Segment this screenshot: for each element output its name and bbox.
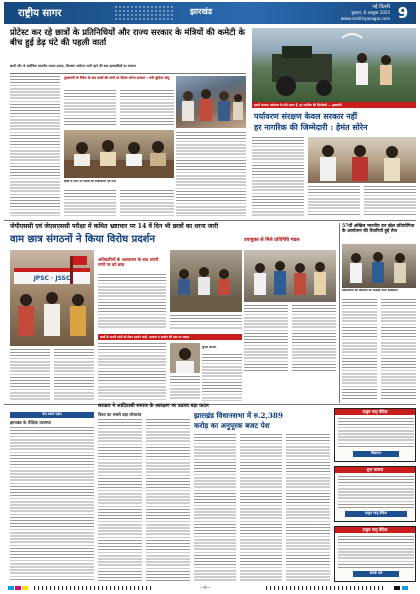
advertisement[interactable] bbox=[334, 466, 416, 522]
article-text bbox=[176, 132, 246, 216]
masthead-dot-pattern bbox=[114, 5, 174, 21]
meeting-people-icon bbox=[64, 130, 174, 178]
article-text bbox=[240, 434, 282, 582]
article-text bbox=[54, 349, 94, 401]
column-divider bbox=[339, 223, 340, 403]
newspaper-page bbox=[4, 2, 416, 592]
jpsc-headline-1: जेपीएससी एवं जेएसएससी परीक्षा में कथित भ्रष्टाचार पर 14 वें दिन भी छात्रों का धरना जारी bbox=[10, 223, 219, 230]
section-name: झारखंड bbox=[190, 7, 213, 16]
delegation-photo bbox=[244, 250, 336, 302]
crowd-figures-icon bbox=[176, 76, 246, 128]
article-text bbox=[170, 376, 200, 401]
advertisement[interactable] bbox=[334, 526, 416, 582]
registration-swatch bbox=[8, 586, 14, 590]
article-text bbox=[146, 419, 190, 582]
seated-crowd-icon bbox=[170, 250, 242, 312]
article-text bbox=[98, 274, 166, 330]
article-text bbox=[10, 76, 60, 216]
ad-text bbox=[338, 418, 414, 448]
ad-title: शुभ कामना bbox=[335, 467, 415, 473]
page-number: 9 bbox=[397, 4, 409, 22]
article-text bbox=[292, 305, 336, 373]
protest-banner-icon bbox=[10, 250, 94, 346]
bottom-left-col2-head: विश्व का सबसे बड़ा लोकतंत्र bbox=[98, 412, 142, 417]
minister-meeting-photo bbox=[64, 130, 174, 178]
banner-sign-text: JPSC ∙ JSSC bbox=[33, 275, 71, 282]
bottom-left-col1-head: झारखंड के शैक्षिक व्यवस्था bbox=[10, 420, 51, 425]
page-footer bbox=[4, 585, 416, 591]
photo-caption: प्रतियोगिता की तैयारियों की समीक्षा करते अधिकारी bbox=[342, 289, 398, 292]
divider bbox=[10, 73, 246, 74]
edition-city: नई दिल्ली bbox=[372, 4, 390, 10]
article-text bbox=[202, 354, 242, 401]
official-portrait-photo bbox=[170, 343, 200, 373]
article-text bbox=[364, 186, 416, 217]
tractor-icon bbox=[252, 28, 416, 102]
registration-ticks bbox=[266, 586, 386, 590]
brand-name: राष्ट्रीय सागर bbox=[18, 8, 62, 19]
article-text bbox=[308, 186, 360, 217]
ceremony-people-icon bbox=[308, 137, 416, 183]
ad-title: ठाकुर मातृ वैदिक bbox=[335, 527, 415, 533]
top-story-headline: प्रोटेस्ट कर रहे छात्रों के प्रतिनिधियों और राज्य सरकार के मंत्रियों की कमेटी के बीच हुई डेढ़ घंटे की पहली वार्ता bbox=[10, 27, 245, 47]
jpsc-inset-headline: अधिकारियों के आश्वासन के बाद अपनी मांगों पर डटे छात्र bbox=[98, 257, 159, 267]
article-text bbox=[10, 349, 50, 401]
officials-icon bbox=[342, 244, 416, 288]
photo-caption: छात्रों के धरने पर विरोध की स्पष्टीकरण देते मंत्री bbox=[64, 180, 116, 183]
article-text bbox=[98, 419, 142, 582]
ad-box: संपर्क करें bbox=[353, 571, 399, 577]
budget-headline-1: झारखंड विधानसभा में रु.2,389 bbox=[194, 411, 283, 420]
jpsc-side-headline: उपायुक्त से मिले प्रतिनिधि मंडल bbox=[244, 237, 300, 243]
ceremony-photo bbox=[308, 137, 416, 183]
registration-swatch bbox=[394, 586, 400, 590]
article-text bbox=[170, 315, 242, 330]
article-text bbox=[64, 190, 116, 216]
bottom-left-title: देश प्रथम पहल bbox=[10, 412, 94, 418]
registration-swatch bbox=[15, 586, 21, 590]
footer-page-mark: —9— bbox=[200, 585, 211, 590]
article-text bbox=[120, 90, 174, 126]
article-text bbox=[98, 343, 166, 401]
masthead bbox=[4, 2, 416, 24]
article-text bbox=[194, 434, 236, 582]
sports-officials-photo bbox=[342, 244, 416, 288]
portrait-icon bbox=[170, 343, 200, 373]
environment-headline-2: हर नागरिक की जिम्मेदारी : हेमंत सोरेन bbox=[254, 122, 368, 132]
registration-swatch bbox=[22, 586, 28, 590]
ad-box: ठाकुर मातृ वैदिक bbox=[345, 511, 407, 517]
article-text bbox=[10, 427, 94, 582]
ad-text bbox=[338, 476, 414, 508]
quote-name: चुनाव आयोग bbox=[202, 346, 217, 349]
jpsc-banner: छात्रों के अपनी मांगों को लेकर प्रदर्शन जारी, सरकार व आयोग की मंशा पर सवाल bbox=[98, 334, 242, 340]
registration-ticks bbox=[34, 586, 154, 590]
article-text bbox=[342, 299, 377, 399]
ad-text bbox=[338, 536, 414, 568]
environment-headline-1: पर्यावरण संरक्षण केवल सरकार नहीं bbox=[254, 111, 358, 121]
photo-caption-band: हमारी सरकार पर्यावरण के प्रति सजग है, हर नागरिक की जिम्मेदारी — मुख्यमंत्री bbox=[252, 102, 416, 108]
article-text bbox=[252, 137, 304, 217]
students-sitting-photo bbox=[170, 250, 242, 312]
delegation-people-icon bbox=[244, 250, 336, 302]
top-story-subhead: छात्रों और जे सर्वाधिक बातचीत सफल प्रयास, किसका अंदोलन जारी रहने की बात झारखंडियों का संकल्प bbox=[10, 64, 136, 68]
article-text bbox=[64, 90, 116, 126]
edition-date: बुधवार, 8 अक्टूबर 2025 bbox=[351, 10, 390, 15]
registration-swatch bbox=[402, 586, 408, 590]
right-column-headline: 57वीं अखिल भारतीय वन खेल प्रतियोगिता के आयोजन की तैयारियों हुई तेज bbox=[342, 224, 415, 235]
article-text bbox=[286, 434, 330, 582]
ad-box: विज्ञापन bbox=[353, 451, 399, 457]
article-text bbox=[120, 190, 174, 216]
jpsc-protest-photo bbox=[10, 250, 94, 346]
article-text bbox=[244, 305, 288, 373]
jpsc-headline-2: वाम छात्र संगठनों ने किया विरोध प्रदर्शन bbox=[10, 234, 156, 245]
divider bbox=[4, 220, 416, 221]
website-link[interactable]: www.rashtriyasagar.com bbox=[340, 16, 390, 21]
students-protest-photo bbox=[176, 76, 246, 128]
article-text bbox=[381, 299, 416, 399]
budget-headline-2: करोड़ का अनुपूरक बजट पेश bbox=[194, 421, 270, 430]
ad-title: ठाकुर मातृ वैदिक bbox=[335, 409, 415, 415]
middle-headline: सरकार ने आदिवासी समाज के आरक्षण पर उठाया बड़ा कदम bbox=[98, 403, 209, 409]
top-story-inset: मुख्यमंत्री के निर्देश के बाद छात्रों की मांगों पर विचार करेगा सरकार : मंत्री सुदिव्य सोनू bbox=[64, 76, 170, 80]
tractor-plantation-photo bbox=[252, 28, 416, 102]
advertisement[interactable] bbox=[334, 408, 416, 462]
